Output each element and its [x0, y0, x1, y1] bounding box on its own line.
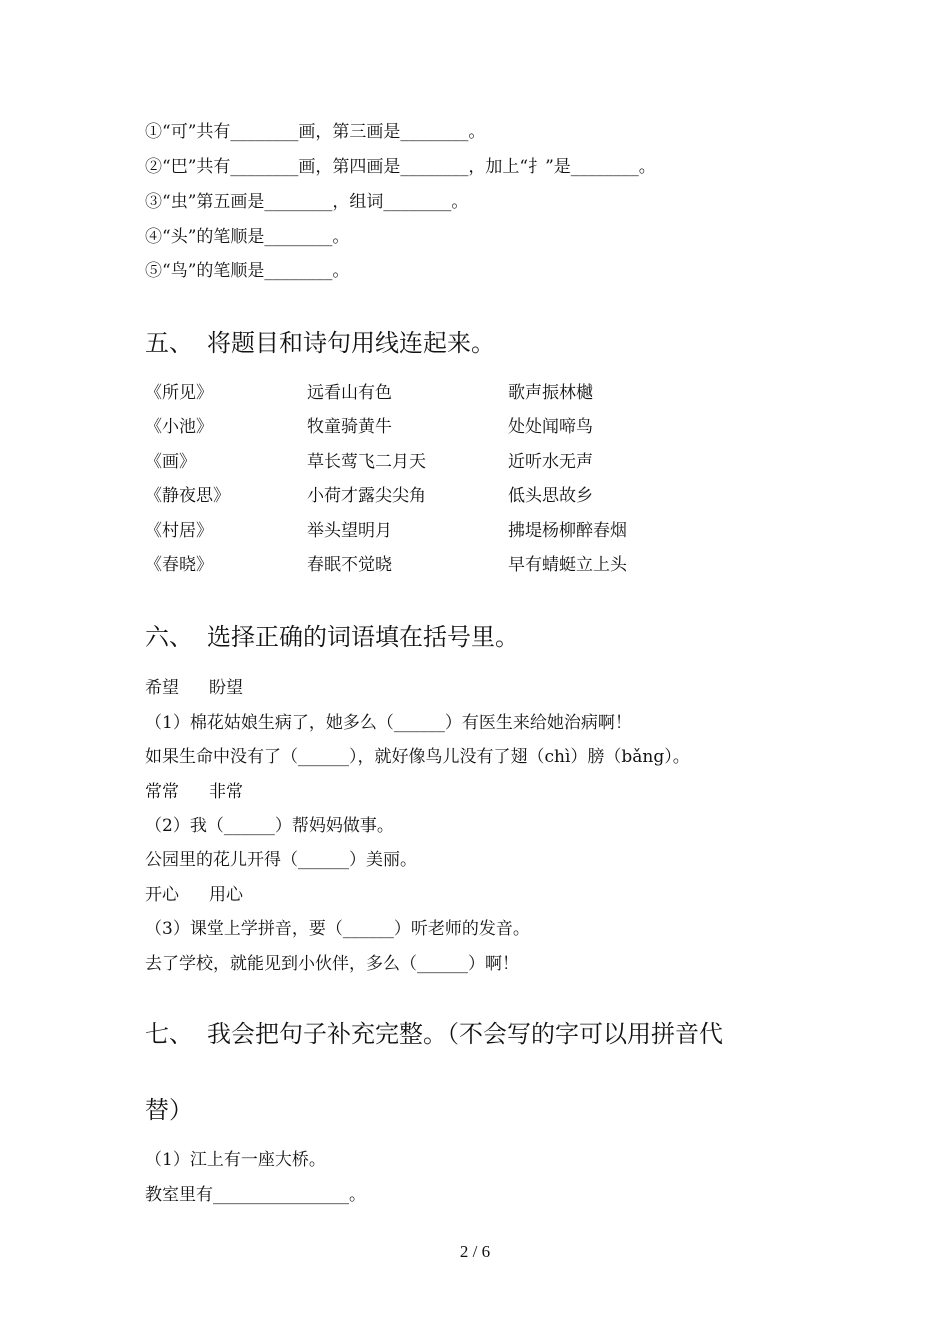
poem-title: 《小池》: [145, 417, 213, 437]
word-choice-pair: [145, 780, 273, 804]
stroke-question-2: ②“巴”共有________画，第四画是________，加上“扌”是________。: [145, 157, 656, 177]
stroke-question-1: ①“可”共有________画，第三画是________。: [145, 122, 486, 142]
section7-heading-continued: 替）: [145, 1096, 193, 1124]
poem-title: 《静夜思》: [145, 486, 230, 506]
poem-title: 《村居》: [145, 521, 213, 541]
stroke-question-4: ④“头”的笔顺是________。: [145, 227, 350, 247]
poem-title: 《画》: [145, 452, 196, 472]
section5-number: 五、: [145, 329, 193, 357]
fill-sentence: （1）棉花姑娘生病了，她多么（______）有医生来给她治病啊！: [145, 713, 632, 733]
section5-heading: [145, 326, 495, 360]
word-option: 用心: [209, 885, 243, 905]
poem-line-b: 低头思故乡: [508, 486, 593, 506]
word-option: 盼望: [209, 678, 243, 698]
fill-sentence: （3）课堂上学拼音，要（______）听老师的发音。: [145, 919, 530, 939]
section6-heading: [145, 620, 519, 654]
poem-line-a: 牧童骑黄牛: [307, 417, 392, 437]
poem-line-b: 近听水无声: [508, 452, 593, 472]
stroke-question-5: ⑤“鸟”的笔顺是________。: [145, 261, 350, 281]
word-option: 非常: [209, 782, 243, 802]
section6-number: 六、: [145, 623, 193, 651]
poem-line-a: 草长莺飞二月天: [307, 452, 426, 472]
section7-heading: [145, 1017, 723, 1051]
poem-line-a: 远看山有色: [307, 383, 392, 403]
fill-sentence: 教室里有________________。: [145, 1185, 366, 1205]
section6-title: 选择正确的词语填在括号里。: [207, 623, 519, 651]
poem-line-a: 春眠不觉晓: [307, 555, 392, 575]
word-option: 希望: [145, 678, 179, 698]
section7-number: 七、: [145, 1020, 193, 1048]
stroke-question-3: ③“虫”第五画是________，组词________。: [145, 192, 469, 212]
page-number: 2 / 6: [459, 1242, 491, 1261]
poem-line-b: 早有蜻蜓立上头: [508, 555, 627, 575]
section7-title: 我会把句子补充完整。（不会写的字可以用拼音代: [207, 1020, 723, 1048]
fill-sentence: （2）我（______）帮妈妈做事。: [145, 816, 394, 836]
word-choice-pair: [145, 883, 273, 907]
word-option: 开心: [145, 885, 179, 905]
section5-title: 将题目和诗句用线连起来。: [207, 329, 495, 357]
poem-title: 《所见》: [145, 383, 213, 403]
poem-title: 《春晓》: [145, 555, 213, 575]
example-sentence: （1）江上有一座大桥。: [145, 1150, 326, 1170]
poem-line-b: 拂堤杨柳醉春烟: [508, 521, 627, 541]
word-choice-pair: [145, 676, 273, 700]
poem-line-b: 处处闻啼鸟: [508, 417, 593, 437]
poem-line-a: 举头望明月: [307, 521, 392, 541]
word-option: 常常: [145, 782, 179, 802]
poem-line-a: 小荷才露尖尖角: [307, 486, 426, 506]
poem-line-b: 歌声振林樾: [508, 383, 593, 403]
fill-sentence: 公园里的花儿开得（______）美丽。: [145, 850, 417, 870]
fill-sentence: 去了学校，就能见到小伙伴，多么（______）啊！: [145, 954, 519, 974]
fill-sentence: 如果生命中没有了（______），就好像鸟儿没有了翅（chì）膀（bǎng）。: [145, 747, 690, 767]
